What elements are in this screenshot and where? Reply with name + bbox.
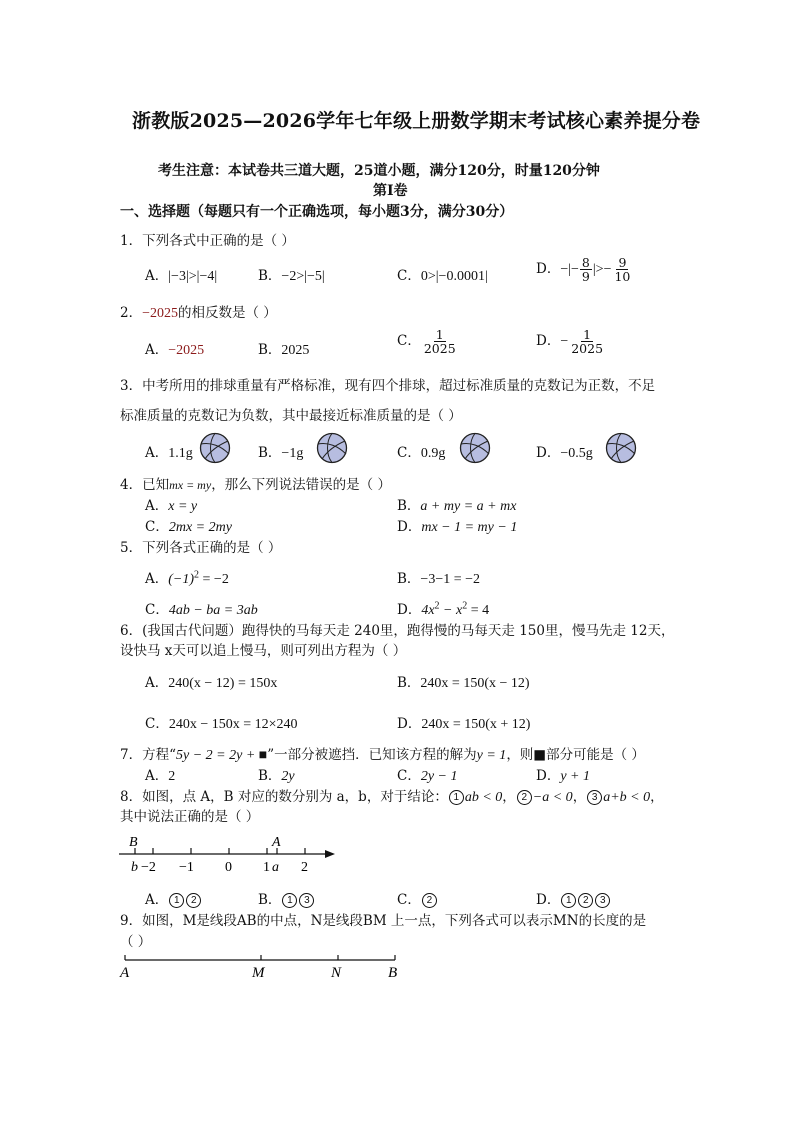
q3-option-c[interactable]: C．0.9g — [397, 445, 446, 461]
q6-stem-line2: 设快马 x天可以追上慢马，则可列出方程为（ ） — [120, 643, 407, 659]
q3-option-b[interactable]: B．−1g — [258, 445, 304, 461]
q3-option-a[interactable]: A．1.1g — [145, 445, 193, 461]
tick-label-1: 1 — [263, 860, 270, 875]
q9-stem-line1: 9．如图，M是线段AB的中点，N是线段BM 上一点，下列各式可以表示MN的长度的是 — [120, 913, 647, 929]
segment-diagram — [115, 950, 415, 986]
q6-stem-line1: 6．(我国古代问题）跑得快的马每天走 240里，跑得慢的马每天走 150里，慢马先走 12天， — [120, 623, 675, 639]
q8-option-a[interactable]: A． 1 2 — [145, 888, 202, 908]
q3-stem-line2: 标准质量的克数记为负数，其中最接近标准质量的是（ ） — [120, 408, 462, 424]
volume-label: 第Ⅰ卷 — [373, 183, 408, 199]
q7-option-b[interactable]: B．2y — [258, 768, 295, 784]
volleyball-icon — [459, 432, 491, 464]
q4-option-b[interactable]: B．a + my = a + mx — [397, 498, 517, 514]
volleyball-icon — [199, 432, 231, 464]
q4-stem: 4．已知mx = my，那么下列说法错误的是（ ） — [120, 477, 391, 493]
number-line-arrow — [325, 850, 335, 858]
q6-option-c[interactable]: C．240x − 150x = 12×240 — [145, 716, 298, 732]
point-label-b-upper: B — [129, 835, 138, 850]
q6-option-b[interactable]: B．240x = 150(x − 12) — [397, 675, 530, 691]
q7-option-a[interactable]: A．2 — [145, 768, 176, 784]
q4-option-c[interactable]: C．2mx = 2my — [145, 519, 232, 535]
tick-label-minus2: −2 — [141, 860, 156, 875]
tick-label-a: a — [272, 860, 279, 875]
q5-option-c[interactable]: C．4ab − ba = 3ab — [145, 602, 258, 618]
q7-option-d[interactable]: D．y + 1 — [536, 768, 590, 784]
q8-option-c[interactable]: C． 2 — [397, 888, 438, 908]
q9-stem-line2: （ ） — [120, 934, 152, 950]
q3-stem-line1: 3．中考所用的排球重量有严格标准，现有四个排球，超过标准质量的克数记为正数，不足 — [120, 378, 656, 394]
q1-option-d[interactable]: D．−|− $\frac{8}{9}$ |>− $\frac{9}{10}$ — [536, 255, 631, 285]
q1-stem: 1．下列各式中正确的是（ ） — [120, 233, 295, 249]
q5-option-b[interactable]: B．−3−1 = −2 — [397, 571, 481, 587]
q4-option-a[interactable]: A．x = y — [145, 498, 198, 514]
point-label-a-upper: A — [272, 835, 281, 850]
q7-stem: 7．方程“5y − 2 = 2y + ■”一部分被遮挡．已知该方程的解为y = 1，则■部分可能是（ ） — [120, 747, 645, 763]
q8-option-d[interactable]: D． 1 2 3 — [536, 888, 611, 908]
exam-notice: 考生注意：本试卷共三道大题，25道小题，满分120分，时量120分钟 — [158, 163, 600, 179]
tick-label-0: 0 — [225, 860, 232, 875]
q6-option-d[interactable]: D．240x = 150(x + 12) — [397, 716, 531, 732]
q7-option-c[interactable]: C．2y − 1 — [397, 768, 458, 784]
q1-option-c[interactable]: C．0>|−0.0001| — [397, 268, 488, 284]
tick-label-2: 2 — [301, 860, 308, 875]
tick-label-b: b — [131, 860, 138, 875]
point-label-b: B — [388, 965, 398, 981]
q3-option-d[interactable]: D．−0.5g — [536, 445, 593, 461]
q2-option-a[interactable]: A．−2025 — [145, 342, 205, 358]
q4-option-d[interactable]: D．mx − 1 = my − 1 — [397, 519, 518, 535]
tick-label-minus1: −1 — [179, 860, 194, 875]
q2-option-c[interactable]: C． $\frac{1}{2025}$ — [397, 327, 456, 357]
volleyball-icon — [316, 432, 348, 464]
q5-option-d[interactable]: D．$4x^2 - x^2 = 4$ — [397, 600, 490, 618]
q8-option-b[interactable]: B． 1 3 — [258, 888, 315, 908]
q6-option-a[interactable]: A．240(x − 12) = 150x — [145, 675, 278, 691]
point-label-m: M — [252, 965, 265, 981]
q2-stem: 2．−2025的相反数是（ ） — [120, 305, 277, 321]
q1-option-b[interactable]: B．−2>|−5| — [258, 268, 325, 284]
number-line-diagram — [115, 830, 345, 880]
q2-option-b[interactable]: B．2025 — [258, 342, 310, 358]
point-label-a: A — [120, 965, 130, 981]
q5-stem: 5．下列各式正确的是（ ） — [120, 540, 282, 556]
q8-stem-line2: 其中说法正确的是（ ） — [120, 809, 260, 825]
q2-option-d[interactable]: D．− $\frac{1}{2025}$ — [536, 327, 604, 357]
q1-option-a[interactable]: A．|−3|>|−4| — [145, 268, 218, 284]
volleyball-icon — [605, 432, 637, 464]
q5-option-a[interactable]: A．$(-1)^2 = -2$ — [145, 569, 229, 587]
exam-title: 浙教版2025—2026学年七年级上册数学期末考试核心素养提分卷 — [132, 110, 701, 132]
section-heading: 一、选择题（每题只有一个正确选项，每小题3分，满分30分） — [120, 204, 514, 220]
point-label-n: N — [331, 965, 342, 981]
q8-stem-line1: 8．如图，点 A，B 对应的数分别为 a，b，对于结论： 1 ab < 0， 2 −a < 0， 3 a+b < 0， — [120, 789, 664, 805]
